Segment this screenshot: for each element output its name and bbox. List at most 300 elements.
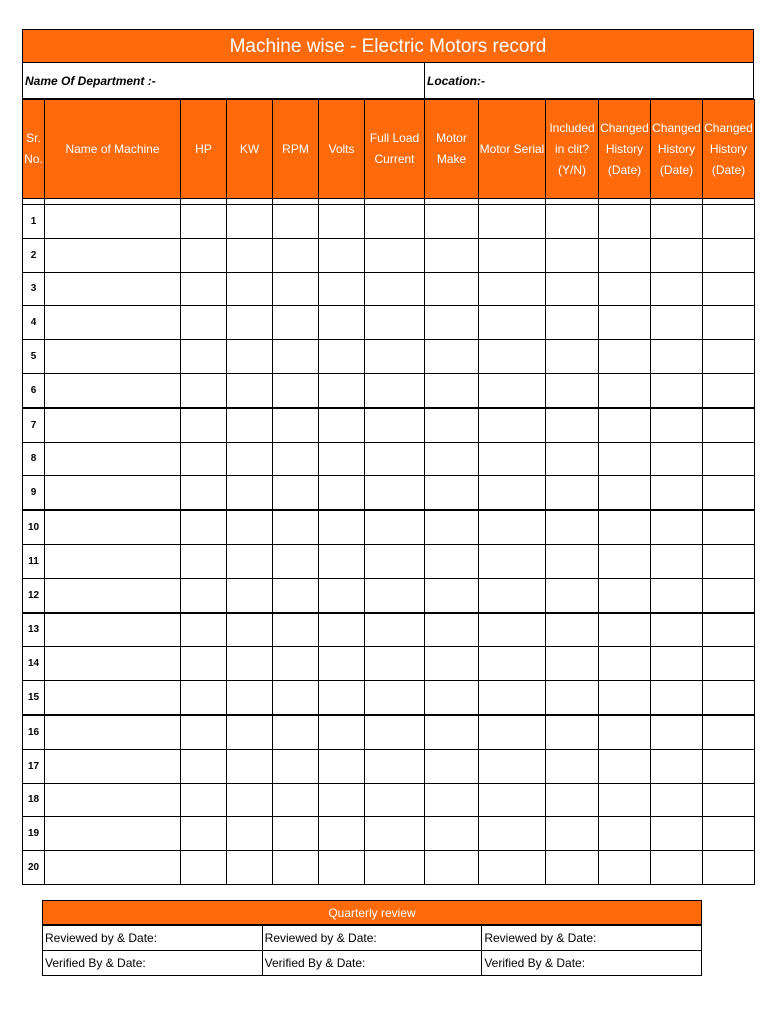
- table-cell[interactable]: [273, 340, 319, 374]
- table-cell[interactable]: [479, 442, 546, 476]
- table-cell[interactable]: [703, 442, 755, 476]
- table-cell[interactable]: [599, 851, 651, 885]
- table-cell[interactable]: [365, 578, 425, 612]
- motor-table: [22, 99, 755, 885]
- table-cell[interactable]: [227, 476, 273, 510]
- table-row: [23, 373, 755, 407]
- table-cell[interactable]: [319, 749, 365, 783]
- table-cell[interactable]: [479, 851, 546, 885]
- table-cell[interactable]: [546, 408, 599, 442]
- table-cell[interactable]: [546, 340, 599, 374]
- table-cell[interactable]: [273, 749, 319, 783]
- table-cell[interactable]: [319, 783, 365, 817]
- table-cell[interactable]: [181, 340, 227, 374]
- table-cell[interactable]: [319, 578, 365, 612]
- table-cell[interactable]: [599, 783, 651, 817]
- serial-number: 8: [23, 442, 45, 476]
- table-cell[interactable]: [599, 817, 651, 851]
- table-cell[interactable]: [703, 408, 755, 442]
- table-cell[interactable]: [651, 715, 703, 749]
- table-cell[interactable]: [319, 851, 365, 885]
- serial-number: 9: [23, 476, 45, 510]
- table-cell[interactable]: [703, 817, 755, 851]
- table-cell[interactable]: [45, 817, 181, 851]
- table-cell[interactable]: [181, 373, 227, 407]
- table-cell[interactable]: [227, 205, 273, 239]
- table-cell[interactable]: [651, 544, 703, 578]
- table-cell[interactable]: [425, 373, 479, 407]
- table-cell[interactable]: [703, 647, 755, 681]
- table-cell[interactable]: [45, 783, 181, 817]
- table-cell[interactable]: [273, 238, 319, 272]
- table-cell[interactable]: [651, 647, 703, 681]
- table-cell[interactable]: [45, 715, 181, 749]
- table-cell[interactable]: [273, 510, 319, 544]
- table-cell[interactable]: [651, 238, 703, 272]
- table-cell[interactable]: [703, 749, 755, 783]
- table-cell[interactable]: [599, 749, 651, 783]
- table-cell[interactable]: [425, 817, 479, 851]
- table-cell[interactable]: [227, 715, 273, 749]
- table-cell[interactable]: [273, 205, 319, 239]
- column-header: Volts: [319, 100, 365, 199]
- table-cell[interactable]: [365, 851, 425, 885]
- table-cell[interactable]: [273, 817, 319, 851]
- table-cell[interactable]: [365, 442, 425, 476]
- table-cell[interactable]: [365, 783, 425, 817]
- table-cell[interactable]: [479, 238, 546, 272]
- table-cell[interactable]: [546, 510, 599, 544]
- table-cell[interactable]: [365, 408, 425, 442]
- table-cell[interactable]: [479, 578, 546, 612]
- table-cell[interactable]: [181, 613, 227, 647]
- table-row: [23, 340, 755, 374]
- column-header: Motor Serial: [479, 100, 546, 199]
- table-cell[interactable]: [479, 340, 546, 374]
- column-header: HP: [181, 100, 227, 199]
- table-cell[interactable]: [703, 681, 755, 715]
- table-cell[interactable]: [273, 272, 319, 306]
- table-body: [23, 199, 755, 885]
- table-cell[interactable]: [319, 510, 365, 544]
- table-header-row: [23, 100, 755, 199]
- table-cell[interactable]: [181, 578, 227, 612]
- table-cell[interactable]: [181, 681, 227, 715]
- table-cell[interactable]: [181, 749, 227, 783]
- table-cell[interactable]: [45, 544, 181, 578]
- table-cell[interactable]: [599, 340, 651, 374]
- column-header: Motor Make: [425, 100, 479, 199]
- table-cell[interactable]: [365, 238, 425, 272]
- table-cell[interactable]: [651, 783, 703, 817]
- table-cell[interactable]: [365, 205, 425, 239]
- serial-number: 20: [23, 851, 45, 885]
- table-row: [23, 749, 755, 783]
- table-cell[interactable]: [703, 476, 755, 510]
- table-cell[interactable]: [651, 205, 703, 239]
- table-cell[interactable]: [599, 373, 651, 407]
- serial-number: 16: [23, 715, 45, 749]
- table-cell[interactable]: [365, 272, 425, 306]
- table-cell[interactable]: [425, 783, 479, 817]
- table-cell[interactable]: [45, 681, 181, 715]
- table-cell[interactable]: [425, 306, 479, 340]
- table-cell[interactable]: [546, 476, 599, 510]
- table-cell[interactable]: [181, 205, 227, 239]
- table-cell[interactable]: [227, 578, 273, 612]
- table-cell[interactable]: [546, 647, 599, 681]
- table-cell[interactable]: [227, 544, 273, 578]
- table-row: [23, 476, 755, 510]
- table-cell[interactable]: [365, 681, 425, 715]
- serial-number: 10: [23, 510, 45, 544]
- table-cell[interactable]: [181, 272, 227, 306]
- verified-cell-2[interactable]: Verified By & Date:: [262, 951, 482, 976]
- table-cell[interactable]: [181, 647, 227, 681]
- table-cell[interactable]: [45, 306, 181, 340]
- table-row: [23, 238, 755, 272]
- table-cell[interactable]: [651, 851, 703, 885]
- table-row: [23, 715, 755, 749]
- table-cell[interactable]: [703, 544, 755, 578]
- table-cell[interactable]: [273, 442, 319, 476]
- table-cell[interactable]: [546, 373, 599, 407]
- table-cell[interactable]: [273, 613, 319, 647]
- table-cell[interactable]: [273, 373, 319, 407]
- table-cell[interactable]: [365, 817, 425, 851]
- table-cell[interactable]: [479, 272, 546, 306]
- table-cell[interactable]: [319, 613, 365, 647]
- table-cell[interactable]: [365, 510, 425, 544]
- table-cell[interactable]: [227, 510, 273, 544]
- table-cell[interactable]: [546, 783, 599, 817]
- table-cell[interactable]: [227, 408, 273, 442]
- table-cell[interactable]: [546, 578, 599, 612]
- table-cell[interactable]: [181, 408, 227, 442]
- verified-row: [43, 951, 702, 976]
- table-cell[interactable]: [425, 715, 479, 749]
- table-cell[interactable]: [365, 715, 425, 749]
- table-cell[interactable]: [227, 647, 273, 681]
- table-cell[interactable]: [651, 681, 703, 715]
- table-cell[interactable]: [425, 578, 479, 612]
- table-cell[interactable]: [599, 238, 651, 272]
- table-cell[interactable]: [703, 510, 755, 544]
- table-cell[interactable]: [273, 647, 319, 681]
- table-cell[interactable]: [319, 715, 365, 749]
- table-cell[interactable]: [546, 715, 599, 749]
- table-row: [23, 544, 755, 578]
- table-cell[interactable]: [651, 578, 703, 612]
- table-cell[interactable]: [227, 272, 273, 306]
- table-cell[interactable]: [651, 272, 703, 306]
- table-cell[interactable]: [479, 544, 546, 578]
- table-cell[interactable]: [425, 272, 479, 306]
- table-cell[interactable]: [319, 340, 365, 374]
- serial-number: 7: [23, 408, 45, 442]
- table-cell[interactable]: [45, 442, 181, 476]
- table-cell[interactable]: [546, 851, 599, 885]
- table-cell[interactable]: [425, 613, 479, 647]
- table-cell[interactable]: [651, 510, 703, 544]
- column-header: Full Load Current: [365, 100, 425, 199]
- table-cell[interactable]: [273, 544, 319, 578]
- table-cell[interactable]: [273, 681, 319, 715]
- table-cell[interactable]: [425, 408, 479, 442]
- quarterly-review: [42, 900, 702, 976]
- table-cell[interactable]: [651, 613, 703, 647]
- table-cell[interactable]: [181, 783, 227, 817]
- table-cell[interactable]: [45, 613, 181, 647]
- table-row: [23, 681, 755, 715]
- table-cell[interactable]: [703, 373, 755, 407]
- table-cell[interactable]: [365, 613, 425, 647]
- table-cell[interactable]: [703, 238, 755, 272]
- form-title: Machine wise - Electric Motors record: [22, 29, 754, 63]
- table-cell[interactable]: [45, 578, 181, 612]
- table-row: [23, 306, 755, 340]
- table-cell[interactable]: [479, 373, 546, 407]
- department-field[interactable]: Name Of Department :-: [23, 63, 425, 98]
- column-header: Included in clit? (Y/N): [546, 100, 599, 199]
- table-cell[interactable]: [181, 544, 227, 578]
- table-cell[interactable]: [703, 306, 755, 340]
- table-cell[interactable]: [273, 783, 319, 817]
- table-cell[interactable]: [479, 681, 546, 715]
- table-cell[interactable]: [273, 715, 319, 749]
- table-cell[interactable]: [319, 442, 365, 476]
- table-row: [23, 408, 755, 442]
- table-cell[interactable]: [319, 681, 365, 715]
- table-cell[interactable]: [319, 476, 365, 510]
- table-cell[interactable]: [651, 442, 703, 476]
- table-cell[interactable]: [546, 817, 599, 851]
- table-cell[interactable]: [703, 783, 755, 817]
- table-cell[interactable]: [45, 851, 181, 885]
- table-cell[interactable]: [45, 373, 181, 407]
- table-cell[interactable]: [45, 647, 181, 681]
- table-cell[interactable]: [651, 408, 703, 442]
- table-cell[interactable]: [273, 476, 319, 510]
- table-cell[interactable]: [703, 272, 755, 306]
- table-cell[interactable]: [599, 578, 651, 612]
- table-cell[interactable]: [479, 783, 546, 817]
- column-header: Changed History (Date): [599, 100, 651, 199]
- table-cell[interactable]: [365, 476, 425, 510]
- table-row: [23, 647, 755, 681]
- serial-number: 14: [23, 647, 45, 681]
- serial-number: 17: [23, 749, 45, 783]
- table-cell[interactable]: [703, 613, 755, 647]
- table-cell[interactable]: [599, 205, 651, 239]
- table-cell[interactable]: [703, 851, 755, 885]
- table-cell[interactable]: [425, 238, 479, 272]
- table-row: [23, 272, 755, 306]
- table-cell[interactable]: [599, 476, 651, 510]
- reviewed-cell-2[interactable]: Reviewed by & Date:: [262, 926, 482, 951]
- table-cell[interactable]: [599, 442, 651, 476]
- table-cell[interactable]: [181, 851, 227, 885]
- table-cell[interactable]: [703, 578, 755, 612]
- table-cell[interactable]: [651, 476, 703, 510]
- table-cell[interactable]: [227, 681, 273, 715]
- table-cell[interactable]: [703, 340, 755, 374]
- quarterly-review-title: Quarterly review: [42, 900, 702, 925]
- table-cell[interactable]: [45, 749, 181, 783]
- table-cell[interactable]: [599, 647, 651, 681]
- column-header: Changed History (Date): [703, 100, 755, 199]
- table-cell[interactable]: [227, 851, 273, 885]
- table-cell[interactable]: [273, 408, 319, 442]
- table-row: [23, 783, 755, 817]
- table-cell[interactable]: [45, 510, 181, 544]
- table-row: [23, 578, 755, 612]
- table-cell[interactable]: [227, 442, 273, 476]
- table-row: [23, 851, 755, 885]
- table-cell[interactable]: [546, 749, 599, 783]
- table-cell[interactable]: [45, 205, 181, 239]
- table-cell[interactable]: [425, 442, 479, 476]
- table-cell[interactable]: [319, 408, 365, 442]
- table-cell[interactable]: [546, 306, 599, 340]
- table-cell[interactable]: [546, 544, 599, 578]
- table-cell[interactable]: [425, 340, 479, 374]
- table-cell[interactable]: [227, 306, 273, 340]
- column-header: RPM: [273, 100, 319, 199]
- table-cell[interactable]: [425, 476, 479, 510]
- table-cell[interactable]: [479, 306, 546, 340]
- table-cell[interactable]: [273, 578, 319, 612]
- reviewed-cell-1[interactable]: Reviewed by & Date:: [43, 926, 263, 951]
- serial-number: 5: [23, 340, 45, 374]
- reviewed-cell-3[interactable]: Reviewed by & Date:: [482, 926, 702, 951]
- table-cell[interactable]: [599, 715, 651, 749]
- table-cell[interactable]: [479, 749, 546, 783]
- serial-number: 13: [23, 613, 45, 647]
- table-cell[interactable]: [479, 817, 546, 851]
- table-cell[interactable]: [319, 647, 365, 681]
- table-cell[interactable]: [227, 238, 273, 272]
- table-cell[interactable]: [425, 647, 479, 681]
- table-cell[interactable]: [546, 272, 599, 306]
- table-cell[interactable]: [651, 306, 703, 340]
- table-cell[interactable]: [599, 306, 651, 340]
- table-cell[interactable]: [227, 749, 273, 783]
- table-cell[interactable]: [227, 613, 273, 647]
- table-row: [23, 613, 755, 647]
- table-cell[interactable]: [599, 613, 651, 647]
- table-cell[interactable]: [479, 647, 546, 681]
- serial-number: 3: [23, 272, 45, 306]
- table-cell[interactable]: [273, 851, 319, 885]
- table-cell[interactable]: [479, 715, 546, 749]
- verified-cell-3[interactable]: Verified By & Date:: [482, 951, 702, 976]
- table-cell[interactable]: [599, 408, 651, 442]
- table-cell[interactable]: [181, 510, 227, 544]
- table-cell[interactable]: [599, 681, 651, 715]
- table-row: [23, 442, 755, 476]
- table-cell[interactable]: [479, 510, 546, 544]
- table-cell[interactable]: [227, 340, 273, 374]
- table-cell[interactable]: [599, 272, 651, 306]
- table-cell[interactable]: [45, 340, 181, 374]
- table-cell[interactable]: [319, 238, 365, 272]
- table-cell[interactable]: [181, 476, 227, 510]
- table-cell[interactable]: [365, 647, 425, 681]
- table-cell[interactable]: [319, 306, 365, 340]
- serial-number: 11: [23, 544, 45, 578]
- table-cell[interactable]: [703, 715, 755, 749]
- serial-number: 2: [23, 238, 45, 272]
- table-cell[interactable]: [425, 544, 479, 578]
- table-cell[interactable]: [425, 681, 479, 715]
- table-cell[interactable]: [479, 613, 546, 647]
- table-cell[interactable]: [181, 817, 227, 851]
- table-cell[interactable]: [365, 544, 425, 578]
- table-cell[interactable]: [319, 373, 365, 407]
- table-cell[interactable]: [227, 373, 273, 407]
- table-cell[interactable]: [319, 817, 365, 851]
- table-cell[interactable]: [273, 306, 319, 340]
- table-cell[interactable]: [546, 613, 599, 647]
- table-cell[interactable]: [45, 238, 181, 272]
- table-cell[interactable]: [703, 205, 755, 239]
- table-cell[interactable]: [365, 749, 425, 783]
- table-cell[interactable]: [45, 408, 181, 442]
- table-cell[interactable]: [425, 205, 479, 239]
- table-cell[interactable]: [319, 272, 365, 306]
- table-cell[interactable]: [546, 681, 599, 715]
- column-header: Changed History (Date): [651, 100, 703, 199]
- table-cell[interactable]: [599, 544, 651, 578]
- table-cell[interactable]: [45, 272, 181, 306]
- table-cell[interactable]: [599, 510, 651, 544]
- table-cell[interactable]: [651, 749, 703, 783]
- table-cell[interactable]: [479, 205, 546, 239]
- table-cell[interactable]: [546, 442, 599, 476]
- column-header: Sr. No.: [23, 100, 45, 199]
- table-cell[interactable]: [425, 851, 479, 885]
- table-cell[interactable]: [365, 373, 425, 407]
- table-cell[interactable]: [365, 306, 425, 340]
- table-cell[interactable]: [479, 476, 546, 510]
- serial-number: 19: [23, 817, 45, 851]
- table-cell[interactable]: [181, 715, 227, 749]
- table-cell[interactable]: [319, 205, 365, 239]
- table-cell[interactable]: [425, 510, 479, 544]
- table-cell[interactable]: [181, 238, 227, 272]
- table-cell[interactable]: [365, 340, 425, 374]
- serial-number: 15: [23, 681, 45, 715]
- location-field[interactable]: Location:-: [427, 74, 485, 88]
- table-cell[interactable]: [181, 442, 227, 476]
- column-header: KW: [227, 100, 273, 199]
- table-cell[interactable]: [479, 408, 546, 442]
- table-cell[interactable]: [546, 205, 599, 239]
- table-cell[interactable]: [227, 817, 273, 851]
- table-cell[interactable]: [651, 340, 703, 374]
- column-header: Name of Machine: [45, 100, 181, 199]
- table-cell[interactable]: [181, 306, 227, 340]
- table-cell[interactable]: [651, 817, 703, 851]
- table-cell[interactable]: [425, 749, 479, 783]
- table-cell[interactable]: [546, 238, 599, 272]
- table-cell[interactable]: [319, 544, 365, 578]
- verified-cell-1[interactable]: Verified By & Date:: [43, 951, 263, 976]
- table-cell[interactable]: [45, 476, 181, 510]
- table-cell[interactable]: [651, 373, 703, 407]
- table-cell[interactable]: [227, 783, 273, 817]
